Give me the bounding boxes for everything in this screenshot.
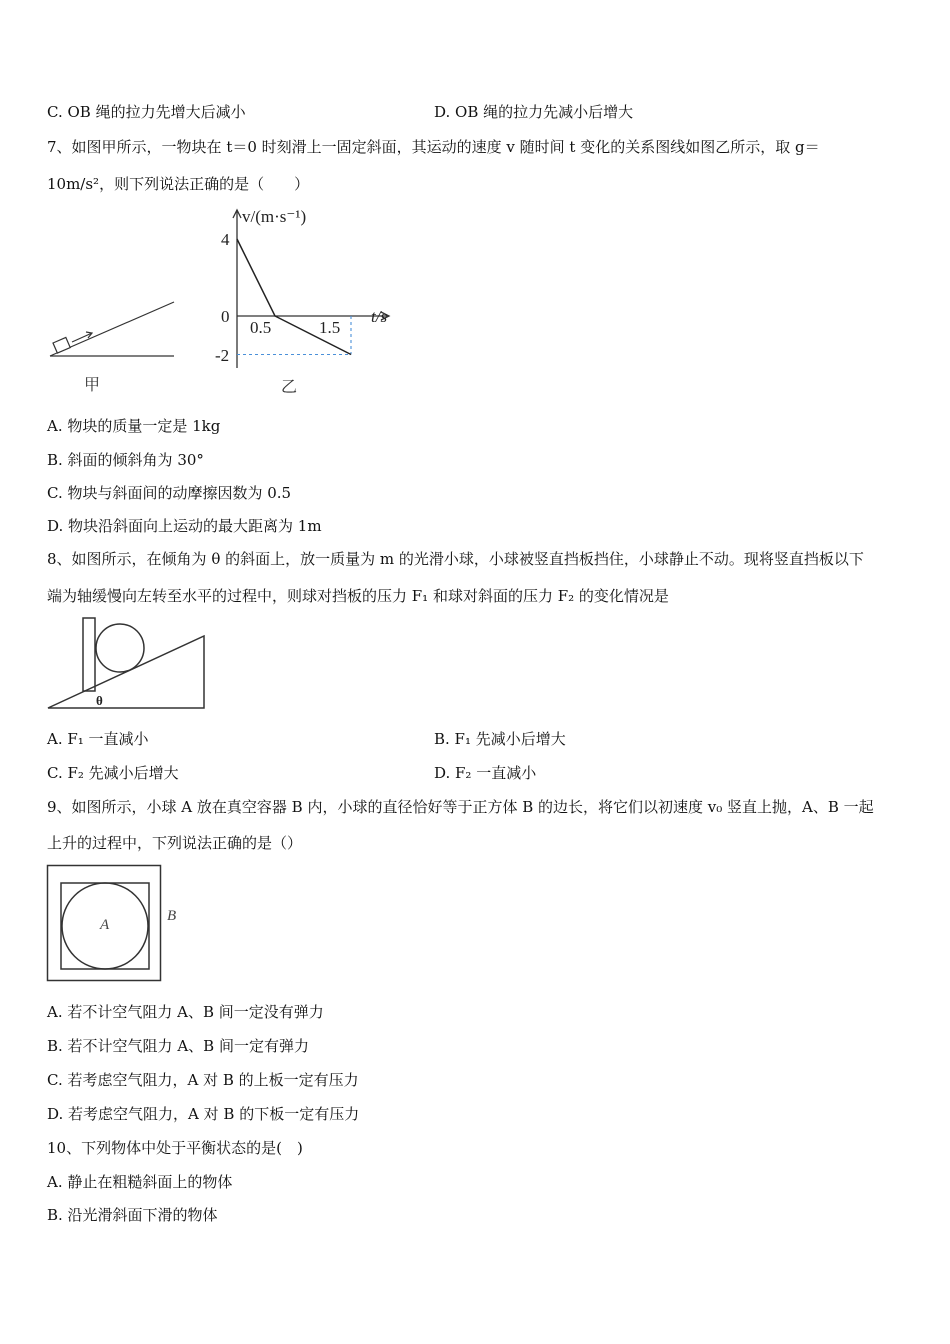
incline-figure-jia xyxy=(44,292,184,397)
velocity-series-line xyxy=(237,239,351,355)
q9-stem-line1: 9、如图所示，小球 A 放在真空容器 B 内，小球的直径恰好等于正方体 B 的边长，将它们以初速度 v₀ 竖直上抛，A、B 一起 xyxy=(47,798,874,816)
q9-option-a: A. 若不计空气阻力 A、B 间一定没有弹力 xyxy=(47,1003,324,1021)
q9-option-b: B. 若不计空气阻力 A、B 间一定有弹力 xyxy=(47,1037,309,1055)
q7-option-a: A. 物块的质量一定是 1kg xyxy=(47,417,221,435)
tick-y-4: 4 xyxy=(221,230,230,249)
q6-option-d: D. OB 绳的拉力先减小后增大 xyxy=(434,103,634,121)
q7-stem-line2: 10m/s²，则下列说法正确的是（ ） xyxy=(47,175,310,193)
tick-x-0-5: 0.5 xyxy=(250,318,272,337)
q6-option-c: C. OB 绳的拉力先增大后减小 xyxy=(47,103,246,121)
q8-option-d: D. F₂ 一直减小 xyxy=(434,764,537,782)
q9-option-d: D. 若考虑空气阻力，A 对 B 的下板一定有压力 xyxy=(47,1105,360,1123)
tick-y-neg2: -2 xyxy=(215,346,230,365)
q8-option-c: C. F₂ 先减小后增大 xyxy=(47,764,179,782)
q10-stem: 10、下列物体中处于平衡状态的是( ) xyxy=(47,1139,303,1157)
ball-incline-figure xyxy=(44,614,210,714)
block-shape xyxy=(53,337,70,353)
tick-x-1-5: 1.5 xyxy=(319,318,341,337)
ball xyxy=(96,624,144,672)
theta-label: θ xyxy=(96,693,103,708)
q8-stem-line1: 8、如图所示，在倾角为 θ 的斜面上，放一质量为 m 的光滑小球，小球被竖直挡板挡住，小球静止不动。现将竖直挡板以下 xyxy=(47,550,864,568)
q10-option-b: B. 沿光滑斜面下滑的物体 xyxy=(47,1206,218,1224)
label-a: A xyxy=(100,917,110,933)
figure-yi-label: 乙 xyxy=(280,379,298,396)
vertical-board xyxy=(83,618,95,691)
q7-option-d: D. 物块沿斜面向上运动的最大距离为 1m xyxy=(47,517,322,535)
vt-graph-yi xyxy=(205,200,405,400)
q9-stem-line2: 上升的过程中，下列说法正确的是（） xyxy=(47,834,303,852)
q7-option-b: B. 斜面的倾斜角为 30° xyxy=(47,451,204,469)
q8-option-b: B. F₁ 先减小后增大 xyxy=(434,730,566,748)
q7-option-c: C. 物块与斜面间的动摩擦因数为 0.5 xyxy=(47,484,292,502)
q10-option-a: A. 静止在粗糙斜面上的物体 xyxy=(47,1173,233,1191)
tick-origin: 0 xyxy=(221,307,230,326)
y-axis-label: v/(m·s⁻¹) xyxy=(242,207,307,226)
label-b: B xyxy=(167,908,177,924)
ball-in-box-figure xyxy=(46,864,186,984)
q9-option-c: C. 若考虑空气阻力，A 对 B 的上板一定有压力 xyxy=(47,1071,359,1089)
q8-option-a: A. F₁ 一直减小 xyxy=(47,730,149,748)
q7-stem-line1: 7、如图甲所示，一物块在 t＝0 时刻滑上一固定斜面，其运动的速度 v 随时间 t 变化的关系图线如图乙所示，取 g＝ xyxy=(47,138,820,156)
figure-jia-label: 甲 xyxy=(83,377,101,394)
x-axis-label: t/s xyxy=(371,307,388,326)
q8-stem-line2: 端为轴缓慢向左转至水平的过程中，则球对挡板的压力 F₁ 和球对斜面的压力 F₂ 的变化情况是 xyxy=(47,587,669,605)
